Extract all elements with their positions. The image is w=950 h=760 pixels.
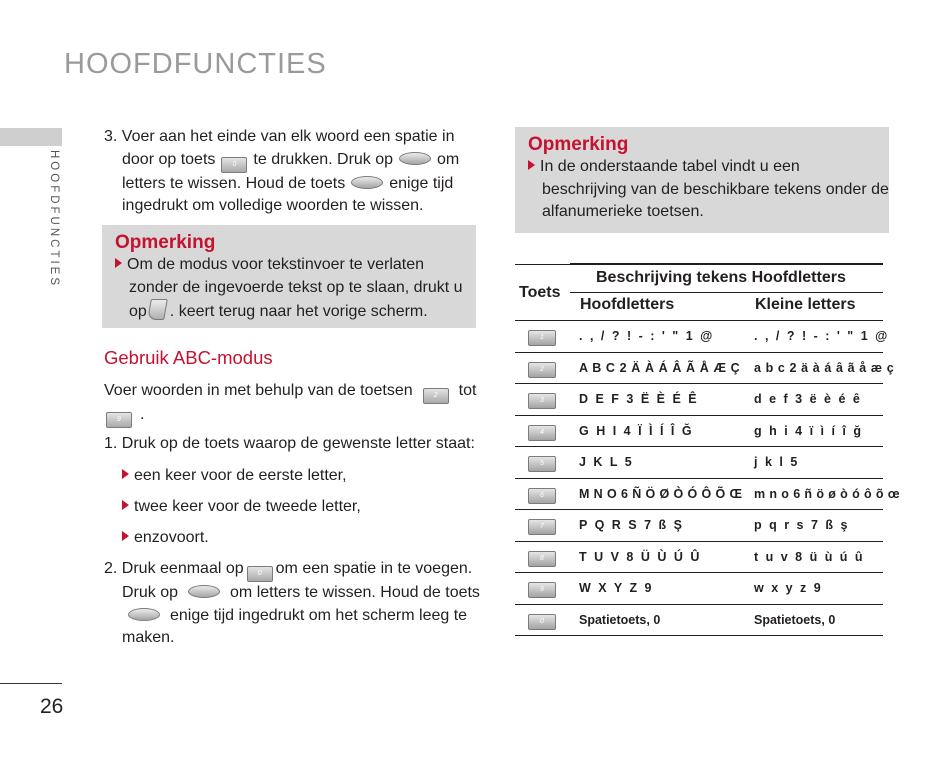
key-9-icon: 9 [106, 412, 132, 428]
note-box-left [102, 225, 476, 328]
lowercase-chars: Spatietoets, 0 [754, 612, 836, 627]
table-row [515, 384, 883, 416]
uppercase-chars: A B C 2 Ä À Á Â Ã Å Æ Ç [579, 360, 741, 375]
table-header-key: Toets [519, 284, 561, 301]
uppercase-chars: D E F 3 Ë È É Ê [579, 392, 699, 406]
note-line-2: beschrijving van de beschikbare tekens onder de [542, 180, 889, 198]
side-tab-marker [0, 128, 62, 146]
key-4-icon: 4 [528, 425, 556, 441]
note-title: Opmerking [115, 232, 216, 253]
note-line-1: In de onderstaande tabel vindt u een [540, 158, 800, 175]
uppercase-chars: Spatietoets, 0 [579, 612, 661, 627]
uppercase-chars: M N O 6 Ñ Ö Ø Ò Ó Ô Õ Œ [579, 486, 743, 501]
bullet-arrow-icon [122, 500, 129, 510]
bullet-text: een keer voor de eerste letter, [134, 467, 347, 484]
lowercase-chars: w x y z 9 [754, 581, 823, 595]
page-number: 26 [40, 695, 64, 718]
abc-step-2-line-1b: om een spatie in te voegen. [275, 560, 473, 577]
abc-step-2 [104, 558, 480, 650]
step-3-line-4: ingedrukt om volledige woorden te wissen. [122, 197, 424, 214]
key-9-icon: 9 [528, 582, 556, 598]
key-1-icon: 1 [528, 330, 556, 346]
key-6-icon: 6 [528, 488, 556, 504]
uppercase-chars: . , / ? ! - : ' " 1 @ [579, 329, 715, 343]
lowercase-chars: . , / ? ! - : ' " 1 @ [754, 329, 890, 343]
abc-intro-line-2: . [140, 406, 145, 423]
uppercase-chars: T U V 8 Ü Ù Ú Û [579, 549, 702, 564]
bullet-arrow-icon [528, 160, 535, 170]
page-number-rule [0, 683, 62, 684]
abc-step-2-line-1a: 2. Druk eenmaal op [104, 560, 244, 577]
step-3-line-2b: te drukken. Druk op [253, 150, 394, 168]
lowercase-chars: m n o 6 ñ ö ø ò ó ô õ œ [754, 486, 900, 501]
step-3 [104, 126, 476, 218]
key-2-icon: 2 [423, 388, 449, 404]
key-0-icon: 0 [528, 614, 556, 630]
key-0-icon: 0 [247, 566, 273, 582]
lowercase-chars: p q r s 7 ß ş [754, 518, 850, 532]
lowercase-chars: d e f 3 ë è é ê [754, 392, 862, 406]
abc-intro-line-1a: Voer woorden in met behulp van de toetsen [104, 382, 413, 399]
note-box-right [515, 127, 889, 233]
uppercase-chars: G H I 4 Ï Ì Í Î Ğ [579, 423, 694, 438]
clear-key-icon [399, 152, 431, 165]
abc-step-1: 1. Druk op de toets waarop de gewenste letter staat: [104, 435, 475, 452]
bullet-arrow-icon [115, 258, 122, 268]
lowercase-chars: g h i 4 ï ì í î ğ [754, 423, 864, 438]
table-row [515, 605, 883, 637]
bullet-text: twee keer voor de tweede letter, [134, 498, 361, 515]
bullet-arrow-icon [122, 531, 129, 541]
uppercase-chars: W X Y Z 9 [579, 581, 654, 595]
abc-step-2-line-2b: om letters te wissen. Houd de toets [230, 584, 480, 601]
step-3-line-2c: om [437, 150, 460, 168]
step-3-number: 3. [104, 128, 118, 145]
table-row [515, 416, 883, 448]
lowercase-chars: a b c 2 ä à á â ã å æ ç [754, 360, 895, 375]
abc-bullet-1 [122, 465, 347, 487]
table-row [515, 542, 883, 574]
key-5-icon: 5 [528, 456, 556, 472]
table-header-group: Beschrijving tekens Hoofdletters [596, 269, 846, 286]
note-title: Opmerking [528, 134, 629, 155]
clear-key-icon [188, 585, 220, 598]
note-line-3: alfanumerieke toetsen. [542, 203, 704, 220]
note-line-2: zonder de ingevoerde tekst op te slaan, drukt u [129, 278, 463, 296]
step-3-line-3a: letters te wissen. Houd de toets [122, 174, 346, 192]
table-row [515, 321, 890, 353]
key-7-icon: 7 [528, 519, 556, 535]
key-0-icon: 0 [221, 157, 247, 173]
step-3-line-1: Voer aan het einde van elk woord een spatie in [121, 128, 455, 145]
abc-intro [104, 380, 476, 428]
table-row [515, 353, 895, 385]
table-row [515, 573, 883, 605]
note-line-3b: . keert terug naar het vorige scherm. [169, 303, 428, 320]
table-header-lower: Kleine letters [755, 296, 856, 313]
note-line-1: Om de modus voor tekstinvoer te verlaten [127, 256, 425, 273]
table-row [515, 510, 883, 542]
table-row [515, 479, 900, 511]
key-2-icon: 2 [528, 362, 556, 378]
note-text [528, 156, 888, 224]
uppercase-chars: P Q R S 7 ß Ş [579, 518, 684, 532]
soft-key-icon [147, 299, 168, 320]
abc-bullet-2 [122, 496, 361, 518]
section-heading-abc-mode: Gebruik ABC-modus [104, 347, 273, 368]
table-top-rule-thick [570, 263, 883, 265]
clear-key-icon [128, 608, 160, 621]
uppercase-chars: J K L 5 [579, 455, 634, 469]
note-text [115, 254, 475, 324]
table-header-upper: Hoofdletters [580, 296, 675, 313]
note-line-3a: op [129, 303, 147, 320]
lowercase-chars: j k l 5 [754, 455, 800, 469]
key-3-icon: 3 [528, 393, 556, 409]
side-section-label: HOOFDFUNCTIES [48, 150, 60, 289]
table-header-divider [570, 292, 883, 293]
abc-intro-line-1b: tot [458, 382, 477, 399]
abc-step-2-line-2a: Druk op [122, 584, 179, 601]
step-3-line-3b: enige tijd [389, 174, 454, 192]
abc-step-2-line-3: enige tijd ingedrukt om het scherm leeg te [170, 606, 468, 624]
bullet-text: enzovoort. [134, 529, 209, 546]
abc-step-2-line-4: maken. [122, 629, 175, 646]
clear-key-icon [351, 176, 383, 189]
bullet-arrow-icon [122, 469, 129, 479]
lowercase-chars: t u v 8 ü ù ú û [754, 549, 865, 564]
page-title: HOOFDFUNCTIES [64, 48, 327, 80]
abc-bullet-3 [122, 527, 209, 549]
key-8-icon: 8 [528, 551, 556, 567]
step-3-line-2a: door op toets [122, 150, 216, 168]
table-row [515, 447, 883, 479]
